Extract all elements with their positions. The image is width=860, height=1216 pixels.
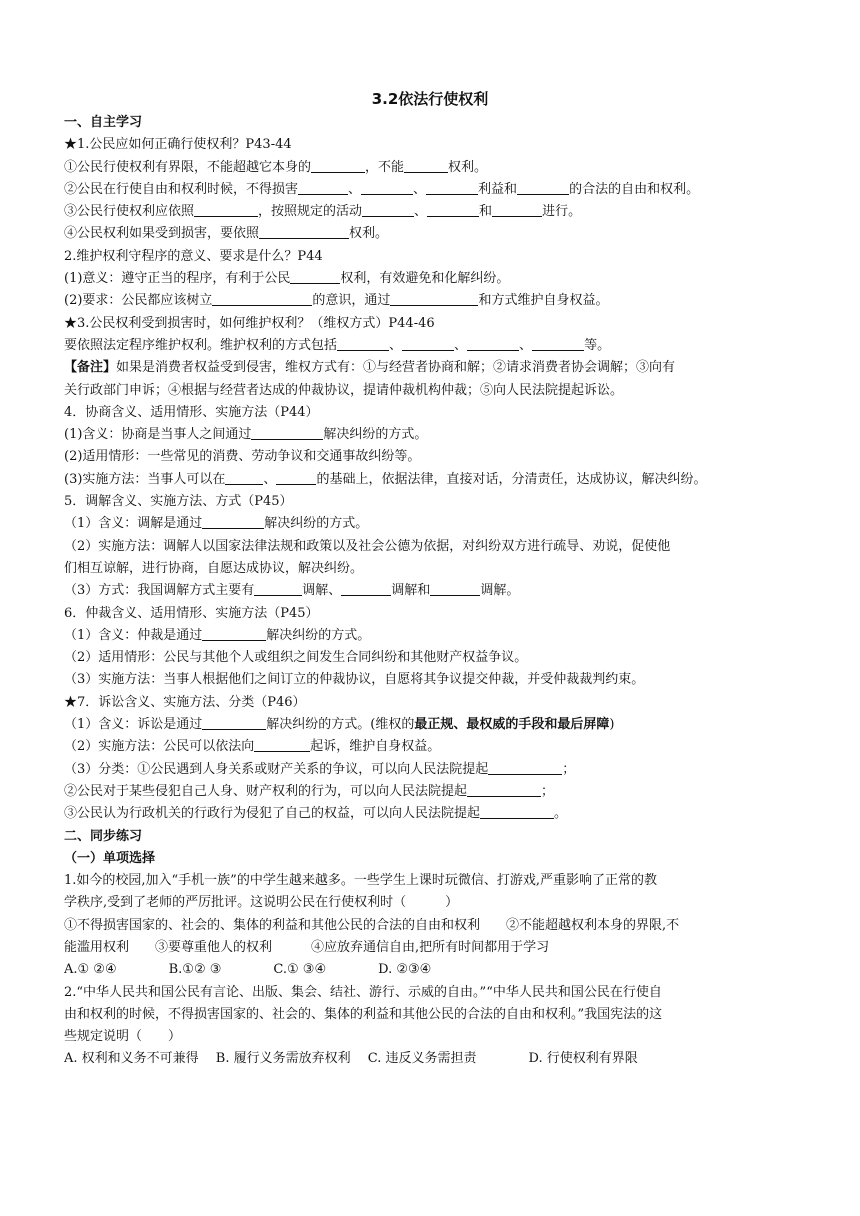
fill-in-blank[interactable] (467, 336, 519, 351)
text-line (64, 268, 792, 290)
text-line (64, 937, 792, 959)
text-line (64, 1004, 792, 1026)
line-text: ★7．诉讼含义、实施方法、分类（P46） (64, 694, 306, 710)
line-text: ③公民认为行政机关的行政行为侵犯了自己的权益，可以向人民法院提起 (64, 806, 481, 822)
line-text: 等。 (584, 337, 611, 353)
line-text: ★1.公民应如何正确行使权利？P43-44 (64, 137, 292, 153)
text-line (64, 736, 792, 758)
line-text: 和 (479, 204, 493, 220)
fill-in-blank[interactable] (404, 158, 448, 173)
text-line (64, 112, 792, 134)
line-text: 调解、 (302, 583, 342, 599)
line-text: 、 (263, 471, 277, 487)
line-text: （1）含义：诉讼是通过 (64, 717, 203, 733)
fill-in-blank[interactable] (212, 291, 312, 306)
line-text: 解决纠纷的方式。 (323, 427, 428, 443)
line-text: ④公民权利如果受到损害，要依照 (64, 226, 260, 242)
line-text: ②公民对于某些侵犯自己人身、财产权利的行为，可以向人民法院提起 (64, 783, 468, 799)
line-text: 、 (454, 337, 468, 353)
line-text: 要依照法定程序维护权利。维护权利的方式包括 (64, 337, 338, 353)
fill-in-blank[interactable] (488, 760, 562, 775)
text-line (64, 959, 792, 981)
line-text: 调解。 (480, 583, 520, 599)
fill-in-blank[interactable] (202, 715, 266, 730)
text-line (64, 335, 792, 357)
line-text: ，按照规定的活动 (258, 204, 363, 220)
line-text: 4．协商含义、适用情形、实施方法（P44） (64, 404, 319, 420)
fill-in-blank[interactable] (430, 581, 480, 596)
line-text: 和方式维护自身权益。 (478, 293, 609, 309)
text-line (64, 1048, 792, 1070)
text-line (64, 982, 792, 1004)
fill-in-blank[interactable] (311, 158, 365, 173)
line-text: 解决纠纷的方式。 (266, 627, 371, 643)
text-line (64, 179, 792, 201)
line-text: 6．仲裁含义、适用情形、实施方法（P45） (64, 605, 319, 621)
text-line (64, 223, 792, 245)
page-title: 3.2依法行使权利 (371, 90, 489, 108)
fill-in-blank[interactable] (427, 202, 479, 217)
fill-in-blank[interactable] (202, 514, 264, 529)
text-line (64, 491, 792, 513)
text-line (64, 826, 792, 848)
text-line (64, 246, 792, 268)
line-text: A.① ②④ B.①② ③ C.① ③④ D. ②③④ (64, 962, 432, 978)
line-text: ②公民在行使自由和权利时候，不得损害 (64, 181, 299, 197)
line-text: （2）实施方法：公民可以依法向 (64, 739, 255, 755)
text-line (64, 290, 792, 312)
text-line (64, 313, 792, 335)
text-line (64, 446, 792, 468)
line-text: 的合法的自由和权利。 (569, 181, 700, 197)
fill-in-blank[interactable] (337, 336, 389, 351)
fill-in-blank[interactable] (426, 180, 478, 195)
line-text: 关行政部门申诉；④根据与经营者达成的仲裁协议，提请仲裁机构仲裁；⑤向人民法院提起诉讼。 (64, 382, 624, 398)
fill-in-blank[interactable] (202, 626, 266, 641)
fill-in-blank[interactable] (517, 180, 569, 195)
text-line (64, 1026, 792, 1048)
line-text: 的基础上，依据法律，直接对话，分清责任，达成协议，解决纠纷。 (316, 471, 707, 487)
text-line (64, 201, 792, 223)
fill-in-blank[interactable] (390, 291, 478, 306)
line-text: （3）分类：①公民遇到人身关系或财产关系的争议，可以向人民法院提起 (64, 761, 489, 777)
fill-in-blank[interactable] (467, 782, 541, 797)
line-text: (2)要求：公民都应该树立 (64, 293, 213, 309)
bold-text: 【备注】 (64, 360, 117, 376)
line-text: （2）实施方法：调解人以国家法律法规和政策以及社会公德为依据，对纠纷双方进行疏导、劝说，促使他 (64, 538, 671, 554)
text-line (64, 402, 792, 424)
line-text: 解决纠纷的方式。(维权的 (266, 717, 415, 733)
fill-in-blank[interactable] (251, 425, 323, 440)
line-text: 如果是消费者权益受到侵害，维权方式有：①与经营者协商和解；②请求消费者协会调解；③向有 (116, 360, 676, 376)
line-text: ★3.公民权利受到损害时，如何维护权利？（维权方式）P44-46 (64, 315, 435, 331)
line-text: ，不能 (365, 159, 405, 175)
line-text: ③公民行使权利应依照 (64, 204, 195, 220)
text-line (64, 424, 792, 446)
text-line (64, 469, 792, 491)
line-text: ； (562, 761, 576, 777)
text-line (64, 513, 792, 535)
line-text: 进行。 (542, 204, 582, 220)
text-line (64, 803, 792, 825)
line-text: 起诉，维护自身权益。 (310, 739, 441, 755)
line-text: （1）含义：仲裁是通过 (64, 627, 203, 643)
line-text: 2.“中华人民共和国公民有言论、出版、集会、结社、游行、示威的自由。”“中华人民共和国公民在行使自 (64, 984, 662, 1000)
line-text: 5．调解含义、实施方法、方式（P45） (64, 494, 293, 510)
line-text: 调解和 (391, 583, 431, 599)
fill-in-blank[interactable] (362, 202, 414, 217)
line-text: （2）适用情形：公民与其他个人或组织之间发生合同纠纷和其他财产权益争议。 (64, 650, 528, 666)
fill-in-blank[interactable] (402, 336, 454, 351)
fill-in-blank[interactable] (254, 737, 310, 752)
line-text: 权利。 (448, 159, 488, 175)
fill-in-blank[interactable] (225, 470, 263, 485)
line-text: 学秩序,受到了老师的严厉批评。这说明公民在行使权利时（ ） (64, 895, 459, 911)
line-text: ①公民行使权利有界限，不能超越它本身的 (64, 159, 312, 175)
line-text: 1.如今的校园,加入“手机一族”的中学生越来越多。一些学生上课时玩微信、打游戏,严重影响了正常的教 (64, 873, 657, 889)
line-text: ①不得损害国家的、社会的、集体的利益和其他公民的合法的自由和权利 ②不能超越权利本身的界限,不 (64, 917, 680, 933)
line-text: 由和权利的时候，不得损害国家的、社会的、集体的利益和其他公民的合法的自由和权利。”我国宪法的这 (64, 1006, 663, 1022)
text-line (64, 892, 792, 914)
text-line (64, 714, 792, 736)
fill-in-blank[interactable] (480, 804, 554, 819)
text-line (64, 915, 792, 937)
text-line (64, 870, 792, 892)
line-text: 们相互谅解，进行协商，自愿达成协议，解决纠纷。 (64, 560, 364, 576)
text-line (64, 357, 792, 379)
fill-in-blank[interactable] (341, 581, 391, 596)
fill-in-blank[interactable] (254, 581, 302, 596)
line-text: (2)适用情形：一些常见的消费、劳动争议和交通事故纠纷等。 (64, 449, 421, 465)
bold-text: 最正规、最权威的手段和最后屏障 (414, 717, 610, 733)
bold-text: 二、同步练习 (64, 828, 143, 844)
fill-in-blank[interactable] (361, 180, 413, 195)
line-text: 的意识，通过 (312, 293, 391, 309)
line-text: A. 权利和义务不可兼得 B. 履行义务需放弃权利 C. 违反义务需担责 D. 行使权利有界限 (64, 1051, 638, 1067)
line-text: 些规定说明（ ） (64, 1029, 182, 1045)
line-text: 能滥用权利 ③要尊重他人的权利 ④应放弃通信自由,把所有时间都用于学习 (64, 939, 550, 955)
line-text: 权利。 (349, 226, 389, 242)
text-line (64, 625, 792, 647)
line-text: (1)含义：协商是当事人之间通过 (64, 427, 252, 443)
line-text: (3)实施方法：当事人可以在 (64, 471, 226, 487)
fill-in-blank[interactable] (532, 336, 584, 351)
line-text: （3）方式：我国调解方式主要有 (64, 583, 255, 599)
text-line (64, 558, 792, 580)
line-text: （1）含义：调解是通过 (64, 516, 203, 532)
text-line (64, 603, 792, 625)
line-text: 权利，有效避免和化解纠纷。 (340, 271, 510, 287)
line-text: 、 (389, 337, 403, 353)
text-line (64, 536, 792, 558)
line-text: 、 (414, 204, 428, 220)
fill-in-blank[interactable] (298, 180, 348, 195)
line-text: （3）实施方法：当事人根据他们之间订立的仲裁协议，自愿将其争议提交仲裁，并受仲裁裁判约束。 (64, 672, 645, 688)
fill-in-blank[interactable] (194, 202, 258, 217)
text-line (64, 692, 792, 714)
bold-text: 一、自主学习 (64, 115, 143, 130)
text-line (64, 647, 792, 669)
line-text: ) (609, 717, 615, 733)
text-line (64, 759, 792, 781)
text-line (64, 669, 792, 691)
fill-in-blank[interactable] (259, 224, 349, 239)
bold-text: （一）单项选择 (64, 850, 156, 866)
line-text: 、 (348, 181, 362, 197)
line-text: (1)意义：遵守正当的程序，有利于公民 (64, 271, 291, 287)
line-text: 2.维护权利守程序的意义、要求是什么？P44 (64, 248, 323, 264)
line-text: 、 (413, 181, 427, 197)
text-line (64, 134, 792, 156)
fill-in-blank[interactable] (276, 470, 316, 485)
text-line (64, 848, 792, 870)
worksheet-body (64, 112, 792, 1071)
fill-in-blank[interactable] (290, 269, 340, 284)
line-text: 。 (554, 806, 568, 822)
text-line (64, 781, 792, 803)
text-line (64, 380, 792, 402)
line-text: 解决纠纷的方式。 (264, 516, 369, 532)
text-line (64, 580, 792, 602)
line-text: 利益和 (478, 181, 518, 197)
text-line (64, 157, 792, 179)
line-text: 、 (519, 337, 533, 353)
line-text: ； (541, 783, 555, 799)
fill-in-blank[interactable] (492, 202, 542, 217)
